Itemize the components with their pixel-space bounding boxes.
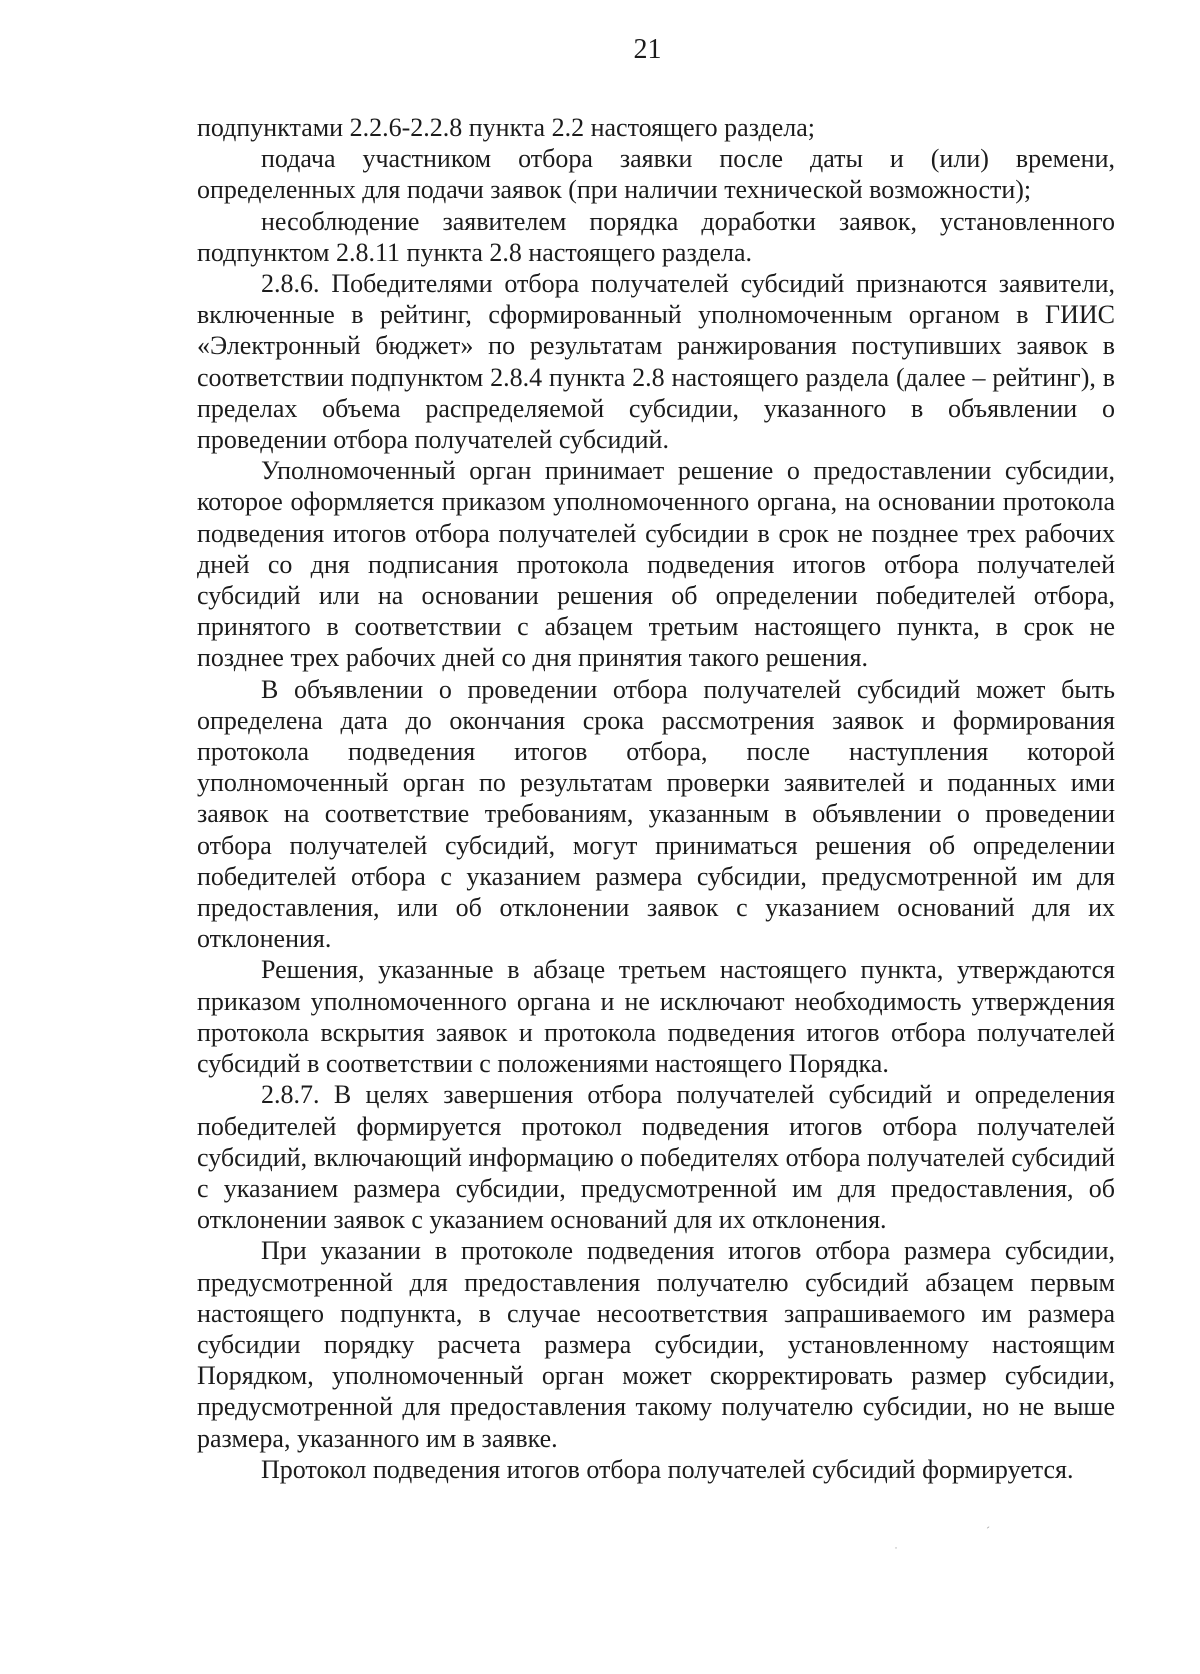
paragraph: 2.8.7. В целях завершения отбора получателей субсидий и определения победителей формируется протокол подведения итогов отбора получателей субсидий, включающий информацию о победителях отбора получателей субсидий с указанием размера субсидии, предусмотренной им для предоставления, об отклонении заявок с указанием оснований для их отклонения.	[197, 1080, 1115, 1235]
paragraph: Решения, указанные в абзаце третьем настоящего пункта, утверждаются приказом уполномоченного органа и не исключают необходимость утверждения протокола вскрытия заявок и протокола подведения итогов отбора получателей субсидий в соответствии с положениями настоящего Порядка.	[197, 955, 1115, 1079]
paragraph: подпунктами 2.2.6-2.2.8 пункта 2.2 настоящего раздела;	[197, 113, 815, 142]
page-number: 21	[633, 34, 662, 65]
paragraph: Уполномоченный орган принимает решение о предоставлении субсидии, которое оформляется приказом уполномоченного органа, на основании протокола подведения итогов отбора получателей субсидии в срок не позднее трех рабочих дней со дня подписания протокола подведения итогов отбора получателей субсидий или на основании решения об определении победителей отбора, принятого в соответствии с абзацем третьим настоящего пункта, в срок не позднее трех рабочих дней со дня принятия такого решения.	[197, 456, 1115, 673]
scan-speck: ˊ	[986, 1524, 990, 1538]
paragraph: несоблюдение заявителем порядка доработки заявок, установленного подпунктом 2.8.11 пункта 2.8 настоящего раздела.	[197, 206, 1115, 267]
paragraph: подача участником отбора заявки после даты и (или) времени, определенных для подачи заявок (при наличии технической возможности);	[197, 144, 1115, 205]
paragraph: Протокол подведения итогов отбора получателей субсидий формируется.	[261, 1454, 1074, 1484]
paragraph: При указании в протоколе подведения итогов отбора размера субсидии, предусмотренной для предоставления получателю субсидий абзацем первым настоящего подпункта, в случае несоответствия запрашиваемого им размера субсидии порядку расчета размера субсидии, установленному настоящим Порядком, уполномоченный орган может скорректировать размер субсидии, предусмотренной для предоставления такому получателю субсидии, но не выше размера, указанного им в заявке.	[197, 1236, 1115, 1453]
scan-speck: ˙	[894, 1544, 898, 1558]
paragraph: В объявлении о проведении отбора получателей субсидий может быть определена дата до окончания срока рассмотрения заявок и формирования протокола подведения итогов отбора, после наступления которой уполномоченный орган по результатам проверки заявителей и поданных ими заявок на соответствие требованиям, указанным в объявлении о проведении отбора получателей субсидий, могут приниматься решения об определении победителей отбора с указанием размера субсидии, предусмотренной им для предоставления, или об отклонении заявок с указанием оснований для их отклонения.	[197, 674, 1115, 954]
paragraph: 2.8.6. Победителями отбора получателей субсидий признаются заявители, включенные в рейтинг, сформированный уполномоченным органом в ГИИС «Электронный бюджет» по результатам ранжирования поступивших заявок в соответствии подпунктом 2.8.4 пункта 2.8 настоящего раздела (далее – рейтинг), в пределах объема распределяемой субсидии, указанного в объявлении о проведении отбора получателей субсидий.	[197, 269, 1115, 455]
document-body	[197, 112, 1115, 1485]
